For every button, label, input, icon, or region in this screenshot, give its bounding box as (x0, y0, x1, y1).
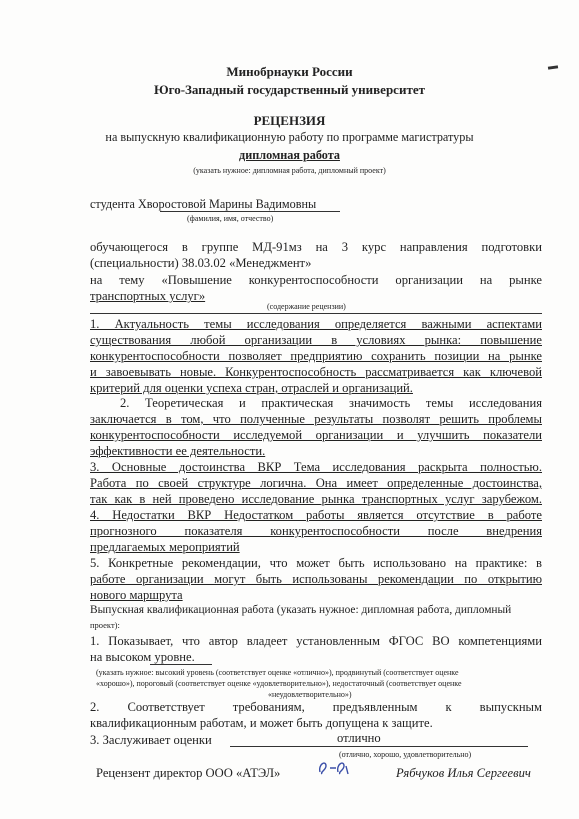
group-line-1: обучающегося в группе МД-91мз на 3 курс направления подготовки (90, 240, 542, 254)
reviewer-label: Рецензент директор ООО «АТЭЛ» (96, 766, 281, 780)
handwritten-signature (314, 756, 362, 778)
level-hint-1: (указать нужное: высокий уровень (соответствует оценке «отлично»), продвинутый (соответствует оценке (96, 668, 459, 677)
conclusion-line-1: Выпускная квалификационная работа (указать нужное: дипломная работа, дипломный (90, 604, 512, 616)
item-5-line-3: нового маршрута (90, 588, 183, 602)
content-separator (90, 313, 542, 314)
conclusion-line-2: проект): (90, 620, 120, 630)
item-3-line-2: Работа по своей структуре логична. Она имеет определенные достоинства, (90, 476, 542, 490)
group-line-2: (специальности) 38.03.02 «Менеджмент» (90, 256, 312, 270)
item-3-line-1: 3. Основные достоинства ВКР Тема исследования раскрыта полностью. (90, 460, 542, 474)
work-type: дипломная работа (239, 148, 340, 162)
level-hint-2: «хорошо»), пороговый (соответствует оценке «удовлетворительно»), недостаточный (соответствует оценке (96, 679, 462, 688)
student-line: студента Хворостовой Марины Вадимовны (90, 197, 317, 211)
item-2-line-4: эффективности ее деятельности. (90, 444, 266, 458)
item-3-line-3: так как в ней проведено исследование рынка транспортных услуг зарубежом. (90, 492, 542, 506)
item-1-line-5: критерий для оценки успеха стран, отраслей и организаций. (90, 381, 413, 395)
item-4-line-3: предлагаемых мероприятий (90, 540, 240, 554)
grade-hint: (отлично, хорошо, удовлетворительно) (339, 750, 472, 759)
point-1-line-1: 1. Показывает, что автор владеет установленным ФГОС ВО компетенциями (90, 634, 542, 648)
topic-line-1: на тему «Повышение конкурентоспособности организации на рынке (90, 273, 542, 287)
grade-underline (230, 746, 528, 747)
grade-label: 3. Заслуживает оценки (90, 733, 212, 747)
item-4-line-1: 4. Недостатки ВКР Недостатком работы является отсутствие в работе (90, 508, 542, 522)
work-type-hint: (указать нужное: дипломная работа, дипломный проект) (193, 166, 386, 175)
student-underline (160, 211, 340, 212)
reviewer-name: Рябчуков Илья Сергеевич (396, 766, 531, 780)
item-1-line-1: 1. Актуальность темы исследования определяется важными аспектами (90, 317, 542, 331)
point-2-line-1: 2. Соответствует требованиям, предъявленным к выпускным (90, 700, 542, 714)
grade-value: отлично (337, 731, 381, 745)
level-hint-3: «неудовлетворительно») (268, 690, 352, 699)
student-hint: (фамилия, имя, отчество) (187, 214, 274, 223)
item-1-line-2: существования любой организации в условиях рынка: повышение (90, 333, 542, 347)
university-heading: Юго-Западный государственный университет (154, 82, 425, 97)
level-underline (150, 664, 212, 665)
item-2-line-2: заключается в том, что полученные результаты позволят решить проблемы (90, 412, 542, 426)
item-5-line-1: 5. Конкретные рекомендации, что может быть использовано на практике: в (90, 556, 542, 570)
item-1-line-3: конкурентоспособности позволяет предприятию сохранить позиции на рынке (90, 349, 542, 363)
point-1-line-2: на высоком уровне. (90, 650, 195, 664)
topic-line-2: транспортных услуг» (90, 289, 206, 303)
document-title: РЕЦЕНЗИЯ (253, 113, 326, 128)
item-1-line-4: и завоевывать новые. Конкурентоспособность рассматривается как ключевой (90, 365, 542, 379)
ministry-heading: Минобрнауки России (226, 64, 353, 79)
item-5-line-2: работе организации могут быть использованы рекомендации по открытию (90, 572, 542, 586)
document-subtitle: на выпускную квалификационную работу по программе магистратуры (105, 130, 474, 144)
item-2-line-1: 2. Теоретическая и практическая значимость темы исследования (120, 396, 542, 410)
item-4-line-2: прогнозного показателя конкурентоспособности после внедрения (90, 524, 542, 538)
item-2-line-3: конкурентоспособности исследуемой организации и улучшить показатели (90, 428, 542, 442)
point-2-line-2: квалификационным работам, и может быть допущена к защите. (90, 716, 433, 730)
content-hint: (содержание рецензии) (267, 302, 346, 311)
